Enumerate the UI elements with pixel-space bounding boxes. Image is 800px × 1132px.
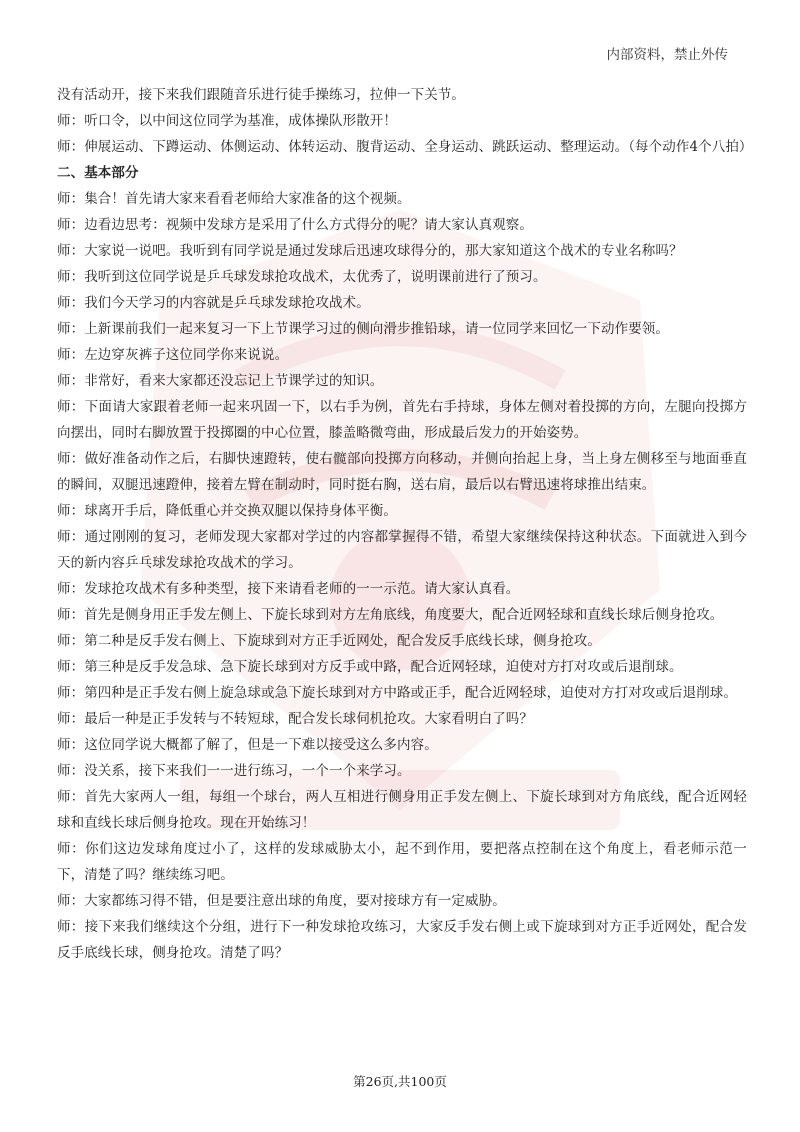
paragraph: 师：做好准备动作之后，右脚快速蹬转，使右髋部向投掷方向移动，并侧向抬起上身，当上身左侧移至与地面垂直的瞬间，双腿迅速蹬伸，接着左臂在制动时，同时挺右胸，送右肩，最后以右臂迅速将球推出结束。 [57, 451, 747, 493]
paragraph: 师：边看边思考：视频中发球方是采用了什么方式得分的呢？请大家认真观察。 [57, 217, 533, 233]
paragraph: 师：我听到这位同学说是乒乓球发球抢攻战术，太优秀了，说明课前进行了预习。 [57, 269, 547, 285]
paragraph: 师：首先大家两人一组，每组一个球台，两人互相进行侧身用正手发左侧上、下旋长球到对方角底线，配合近网轻球和直线长球后侧身抢攻。现在开始练习！ [57, 789, 747, 831]
paragraph: 师：大家都练习得不错，但是要注意出球的角度，要对接球方有一定威胁。 [57, 893, 506, 909]
paragraph: 师：听口令，以中间这位同学为基准，成体操队形散开！ [57, 113, 397, 129]
paragraph: 师：大家说一说吧。我听到有同学说是通过发球后迅速攻球得分的，那大家知道这个战术的专业名称吗？ [57, 243, 683, 259]
paragraph: 师：通过刚刚的复习，老师发现大家都对学过的内容都掌握得不错，希望大家继续保持这种状态。下面就进入到今天的新内容乒乓球发球抢攻战术的学习。 [57, 529, 747, 571]
paragraph: 师：接下来我们继续这个分组，进行下一种发球抢攻练习，大家反手发右侧上或下旋球到对方正手近网处，配合发反手底线长球，侧身抢攻。清楚了吗？ [57, 919, 747, 961]
paragraph: 师：第三种是反手发急球、急下旋长球到对方反手或中路，配合近网轻球，迫使对方打对攻或后退削球。 [57, 659, 683, 675]
paragraph: 师：第二种是反手发右侧上、下旋球到对方正手近网处，配合发反手底线长球，侧身抢攻。 [57, 633, 601, 649]
paragraph: 师：这位同学说大概都了解了，但是一下难以接受这么多内容。 [57, 737, 438, 753]
paragraph: 师：下面请大家跟着老师一起来巩固一下，以右手为例，首先右手持球，身体左侧对着投掷的方向，左腿向投掷方向摆出，同时右脚放置于投掷圈的中心位置，膝盖略微弯曲，形成最后发力的开始姿势。 [57, 399, 747, 441]
paragraph: 师：我们今天学习的内容就是乒乓球发球抢攻战术。 [57, 295, 370, 311]
paragraph: 师：伸展运动、下蹲运动、体侧运动、体转运动、腹背运动、全身运动、跳跃运动、整理运动。（每个动作4个八拍） [57, 139, 753, 155]
paragraph: 师：球离开手后，降低重心并交换双腿以保持身体平衡。 [57, 503, 397, 519]
paragraph: 师：首先是侧身用正手发左侧上、下旋长球到对方左角底线，角度要大，配合近网轻球和直线长球后侧身抢攻。 [57, 607, 724, 623]
section-heading: 二、基本部分 [57, 165, 139, 181]
paragraph: 师：非常好，看来大家都还没忘记上节课学过的知识。 [57, 373, 384, 389]
page-number: 第26页,共100页 [353, 1074, 447, 1089]
paragraph: 师：集合！首先请大家来看看老师给大家准备的这个视频。 [57, 191, 411, 207]
paragraph: 师：发球抢攻战术有多种类型，接下来请看老师的一一示范。请大家认真看。 [57, 581, 520, 597]
paragraph: 没有活动开，接下来我们跟随音乐进行徒手操练习，拉伸一下关节。 [57, 87, 465, 103]
paragraph: 师：左边穿灰裤子这位同学你来说说。 [57, 347, 289, 363]
paragraph: 师：第四种是正手发右侧上旋急球或急下旋长球到对方中路或正手，配合近网轻球，迫使对方打对攻或后退削球。 [57, 685, 737, 701]
document-body [57, 82, 753, 966]
paragraph: 师：没关系，接下来我们一一进行练习，一个一个来学习。 [57, 763, 411, 779]
header-confidential-note: 内部资料，禁止外传 [606, 47, 728, 63]
paragraph: 师：你们这边发球角度过小了，这样的发球威胁太小，起不到作用，要把落点控制在这个角度上，看老师示范一下，清楚了吗？继续练习吧。 [57, 841, 747, 883]
paragraph: 师：最后一种是正手发转与不转短球，配合发长球伺机抢攻。大家看明白了吗？ [57, 711, 533, 727]
paragraph: 师：上新课前我们一起来复习一下上节课学习过的侧向滑步推铅球，请一位同学来回忆一下动作要领。 [57, 321, 669, 337]
